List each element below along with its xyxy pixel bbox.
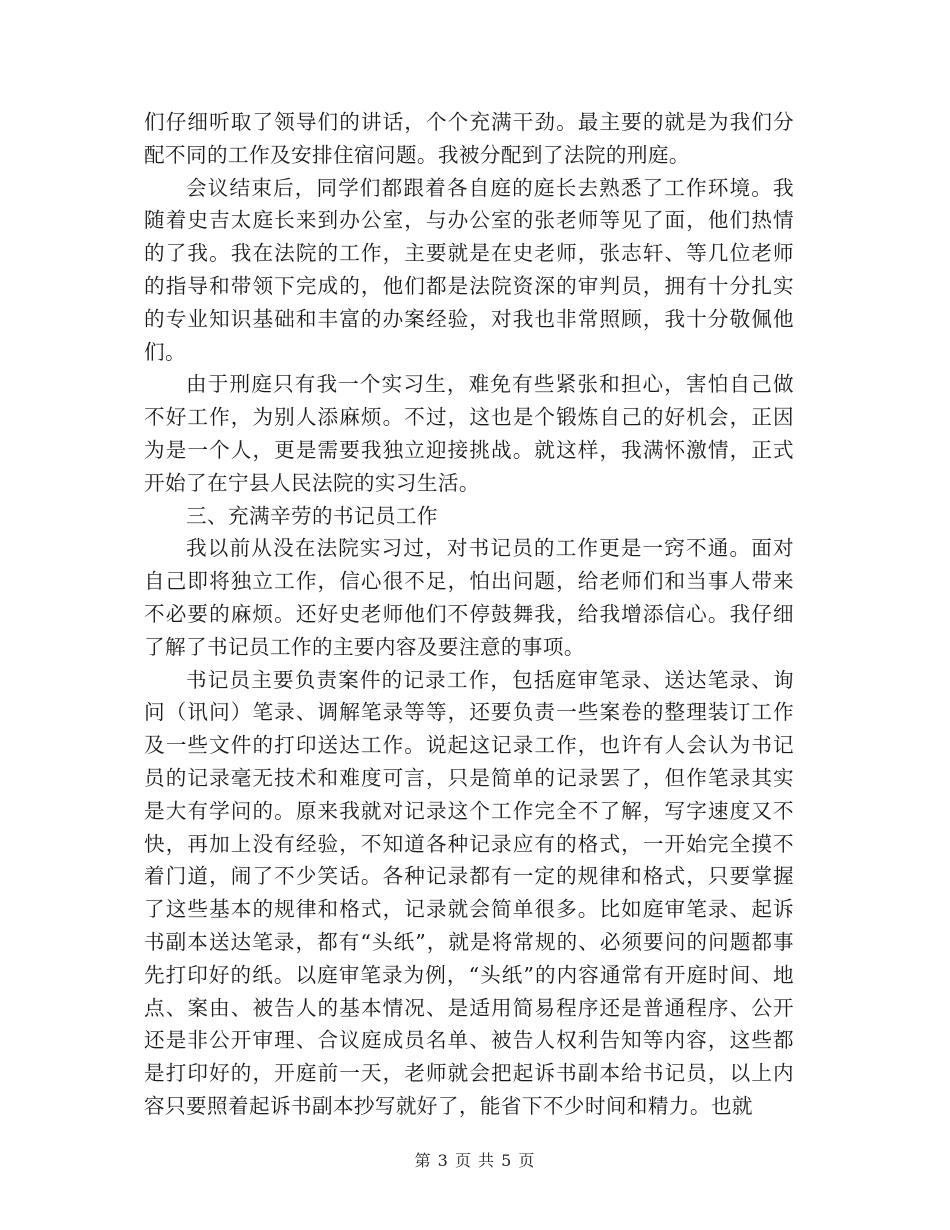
paragraph-3: 由于刑庭只有我一个实习生，难免有些紧张和担心，害怕自己做不好工作，为别人添麻烦。不过，这也是个锻炼自己的好机会，正因为是一个人，更是需要我独立迎接挑战。就这样，我满怀激情，正式开始了在宁县人民法院的实习生活。 (144, 372, 794, 495)
footer-middle: 页 共 (454, 1151, 496, 1170)
footer-suffix: 页 (518, 1151, 536, 1170)
section-heading: 三、充满辛劳的书记员工作 (186, 503, 438, 528)
paragraph-4: 我以前从没在法院实习过，对书记员的工作更是一窍不通。面对自己即将独立工作，信心很不足，怕出问题，给老师们和当事人带来不必要的麻烦。还好史老师他们不停鼓舞我，给我增添信心。我仔细了解了书记员工作的主要内容及要注意的事项。 (144, 536, 794, 659)
footer-total-pages: 5 (501, 1151, 513, 1170)
footer-current-page: 3 (437, 1151, 449, 1170)
footer-prefix: 第 (414, 1151, 432, 1170)
document-body (144, 106, 794, 1123)
paragraph-5: 书记员主要负责案件的记录工作，包括庭审笔录、送达笔录、询问（讯问）笔录、调解笔录等等，还要负责一些案卷的整理装订工作及一些文件的打印送达工作。说起这记录工作，也许有人会认为书记员的记录毫无技术和难度可言，只是简单的记录罢了，但作笔录其实是大有学问的。原来我就对记录这个工作完全不了解，写字速度又不快，再加上没有经验，不知道各种记录应有的格式，一开始完全摸不着门道，闹了不少笑话。各种记录都有一定的规律和格式，只要掌握了这些基本的规律和格式，记录就会简单很多。比如庭审笔录、起诉书副本送达笔录，都有“头纸”，就是将常规的、必须要问的问题都事先打印好的纸。以庭审笔录为例，“头纸”的内容通常有开庭时间、地点、案由、被告人的基本情况、是适用简易程序还是普通程序、公开还是非公开审理、合议庭成员名单、被告人权利告知等内容，这些都是打印好的，开庭前一天，老师就会把起诉书副本给书记员，以上内容只要照着起诉书副本抄写就好了，能省下不少时间和精力。也就 (144, 667, 794, 1118)
paragraph-1: 们仔细听取了领导们的讲话，个个充满干劲。最主要的就是为我们分配不同的工作及安排住宿问题。我被分配到了法院的刑庭。 (144, 110, 794, 167)
page-footer (0, 1148, 950, 1171)
paragraph-2: 会议结束后，同学们都跟着各自庭的庭长去熟悉了工作环境。我随着史吉太庭长来到办公室，与办公室的张老师等见了面，他们热情的了我。我在法院的工作，主要就是在史老师，张志轩、等几位老师的指导和带领下完成的，他们都是法院资深的审判员，拥有十分扎实的专业知识基础和丰富的办案经验，对我也非常照顾，我十分敬佩他们。 (144, 175, 794, 364)
